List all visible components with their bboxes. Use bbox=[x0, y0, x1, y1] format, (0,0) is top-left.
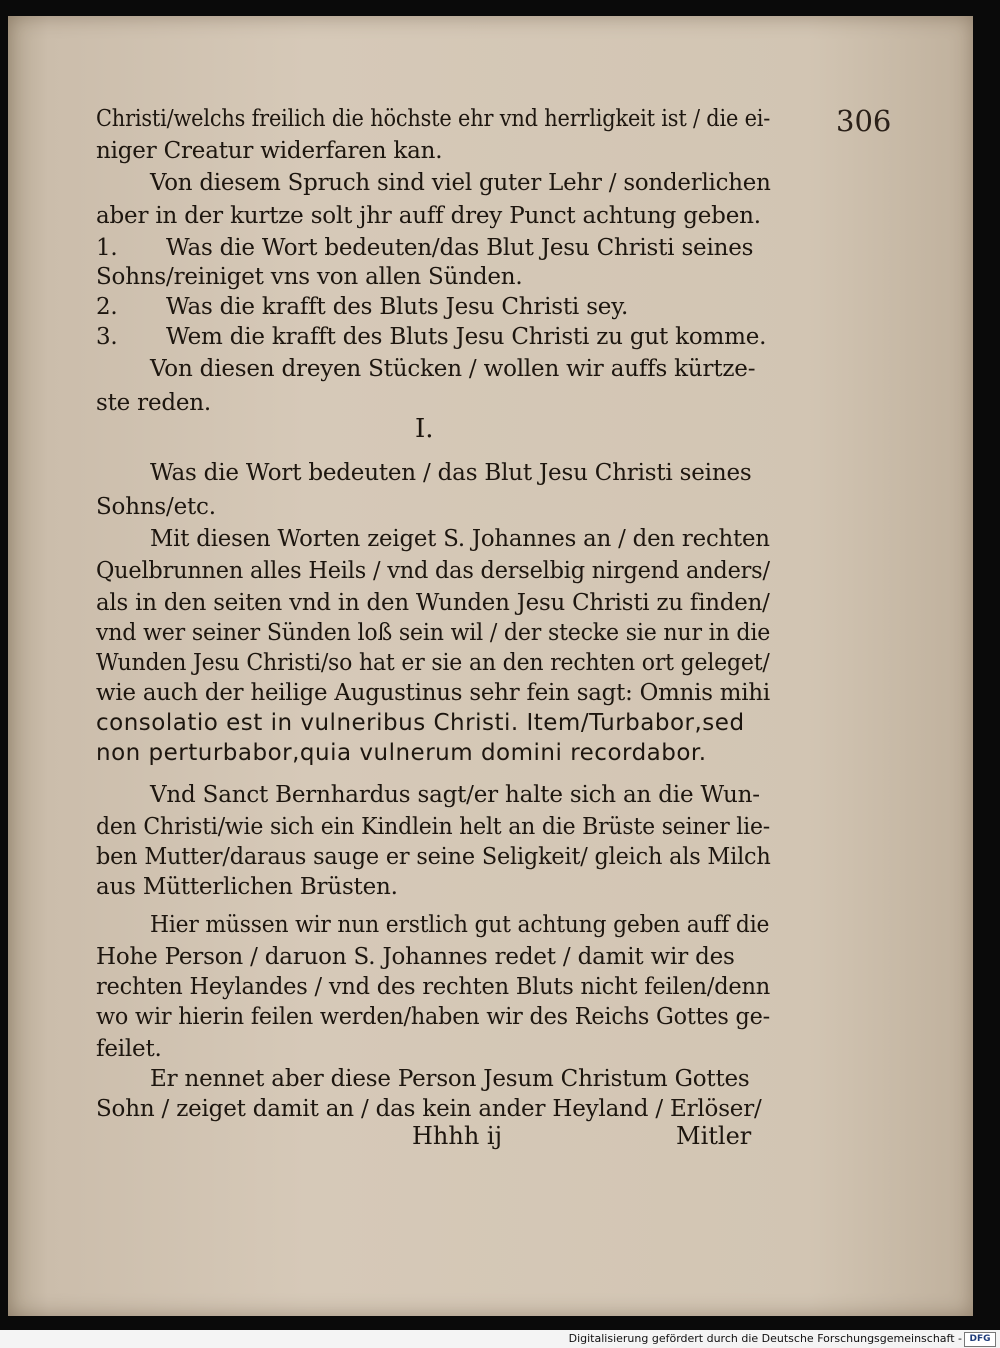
text-line: aus Mütterlichen Brüsten. bbox=[96, 874, 398, 900]
section-heading: I. bbox=[415, 414, 434, 444]
text-line: Vnd Sanct Bernhardus sagt/er halte sich an die Wun- bbox=[150, 782, 760, 808]
list-item bbox=[96, 294, 628, 320]
footer-credit: Digitalisierung gefördert durch die Deutsche Forschungsgemeinschaft - bbox=[568, 1332, 962, 1345]
text-line: vnd wer seiner Sünden loß sein wil / der stecke sie nur in die bbox=[96, 620, 771, 646]
text-line: Sohns/etc. bbox=[96, 494, 216, 520]
text-line: feilet. bbox=[96, 1036, 162, 1062]
text-line: Was die Wort bedeuten / das Blut Jesu Christi seines bbox=[150, 460, 752, 486]
list-item bbox=[96, 235, 753, 261]
list-text: Was die krafft des Bluts Jesu Christi sey. bbox=[166, 294, 629, 320]
text-line: Christi/welchs freilich die höchste ehr vnd herrligkeit ist / die ei- bbox=[96, 106, 771, 132]
text-line-latin: non perturbabor,quia vulnerum domini recordabor. bbox=[96, 740, 707, 766]
text-line: Wunden Jesu Christi/so hat er sie an den rechten ort geleget/ bbox=[96, 650, 770, 676]
text-line: rechten Heylandes / vnd des rechten Bluts nicht feilen/denn bbox=[96, 974, 771, 1000]
text-line: wo wir hierin feilen werden/haben wir des Reichs Gottes ge- bbox=[96, 1004, 770, 1030]
page-number: 306 bbox=[836, 104, 892, 138]
text-line: Er nennet aber diese Person Jesum Christum Gottes bbox=[150, 1066, 750, 1092]
text-line: als in den seiten vnd in den Wunden Jesu Christi zu finden/ bbox=[96, 590, 770, 616]
text-line: wie auch der heilige Augustinus sehr fein sagt: Omnis mihi bbox=[96, 680, 770, 706]
list-number: 1. bbox=[96, 235, 118, 261]
text-line-latin: consolatio est in vulneribus Christi. Item/Turbabor,sed bbox=[96, 710, 745, 736]
text-line: ben Mutter/daraus sauge er seine Seligkeit/ gleich als Milch bbox=[96, 844, 771, 870]
catchword: Mitler bbox=[676, 1122, 752, 1150]
text-line: Mit diesen Worten zeiget S. Johannes an / den rechten bbox=[150, 526, 770, 552]
list-text: Wem die krafft des Bluts Jesu Christi zu gut komme. bbox=[166, 324, 767, 350]
text-line: Hier müssen wir nun erstlich gut achtung geben auff die bbox=[150, 912, 770, 938]
text-line: den Christi/wie sich ein Kindlein helt an die Brüste seiner lie- bbox=[96, 814, 771, 840]
text-line: Von diesem Spruch sind viel guter Lehr / sonderlichen bbox=[150, 170, 771, 196]
text-line: aber in der kurtze solt jhr auff drey Punct achtung geben. bbox=[96, 203, 761, 229]
text-line: Von diesen dreyen Stücken / wollen wir auffs kürtze- bbox=[150, 356, 756, 382]
list-item bbox=[96, 324, 766, 350]
text-line: Quelbrunnen alles Heils / vnd das derselbig nirgend anders/ bbox=[96, 558, 770, 584]
text-line: Sohn / zeiget damit an / das kein ander Heyland / Erlöser/ bbox=[96, 1096, 762, 1122]
text-line: niger Creatur widerfaren kan. bbox=[96, 138, 443, 164]
text-line: ste reden. bbox=[96, 390, 212, 416]
dfg-logo: DFG bbox=[964, 1332, 996, 1347]
text-line: Sohns/reiniget vns von allen Sünden. bbox=[96, 264, 523, 290]
footer-bar bbox=[0, 1330, 1000, 1348]
list-text: Was die Wort bedeuten/das Blut Jesu Christi seines bbox=[166, 235, 754, 261]
text-line: Hohe Person / daruon S. Johannes redet / damit wir des bbox=[96, 944, 735, 970]
signature-mark: Hhhh ij bbox=[412, 1122, 503, 1150]
list-number: 3. bbox=[96, 324, 118, 350]
list-number: 2. bbox=[96, 294, 118, 320]
